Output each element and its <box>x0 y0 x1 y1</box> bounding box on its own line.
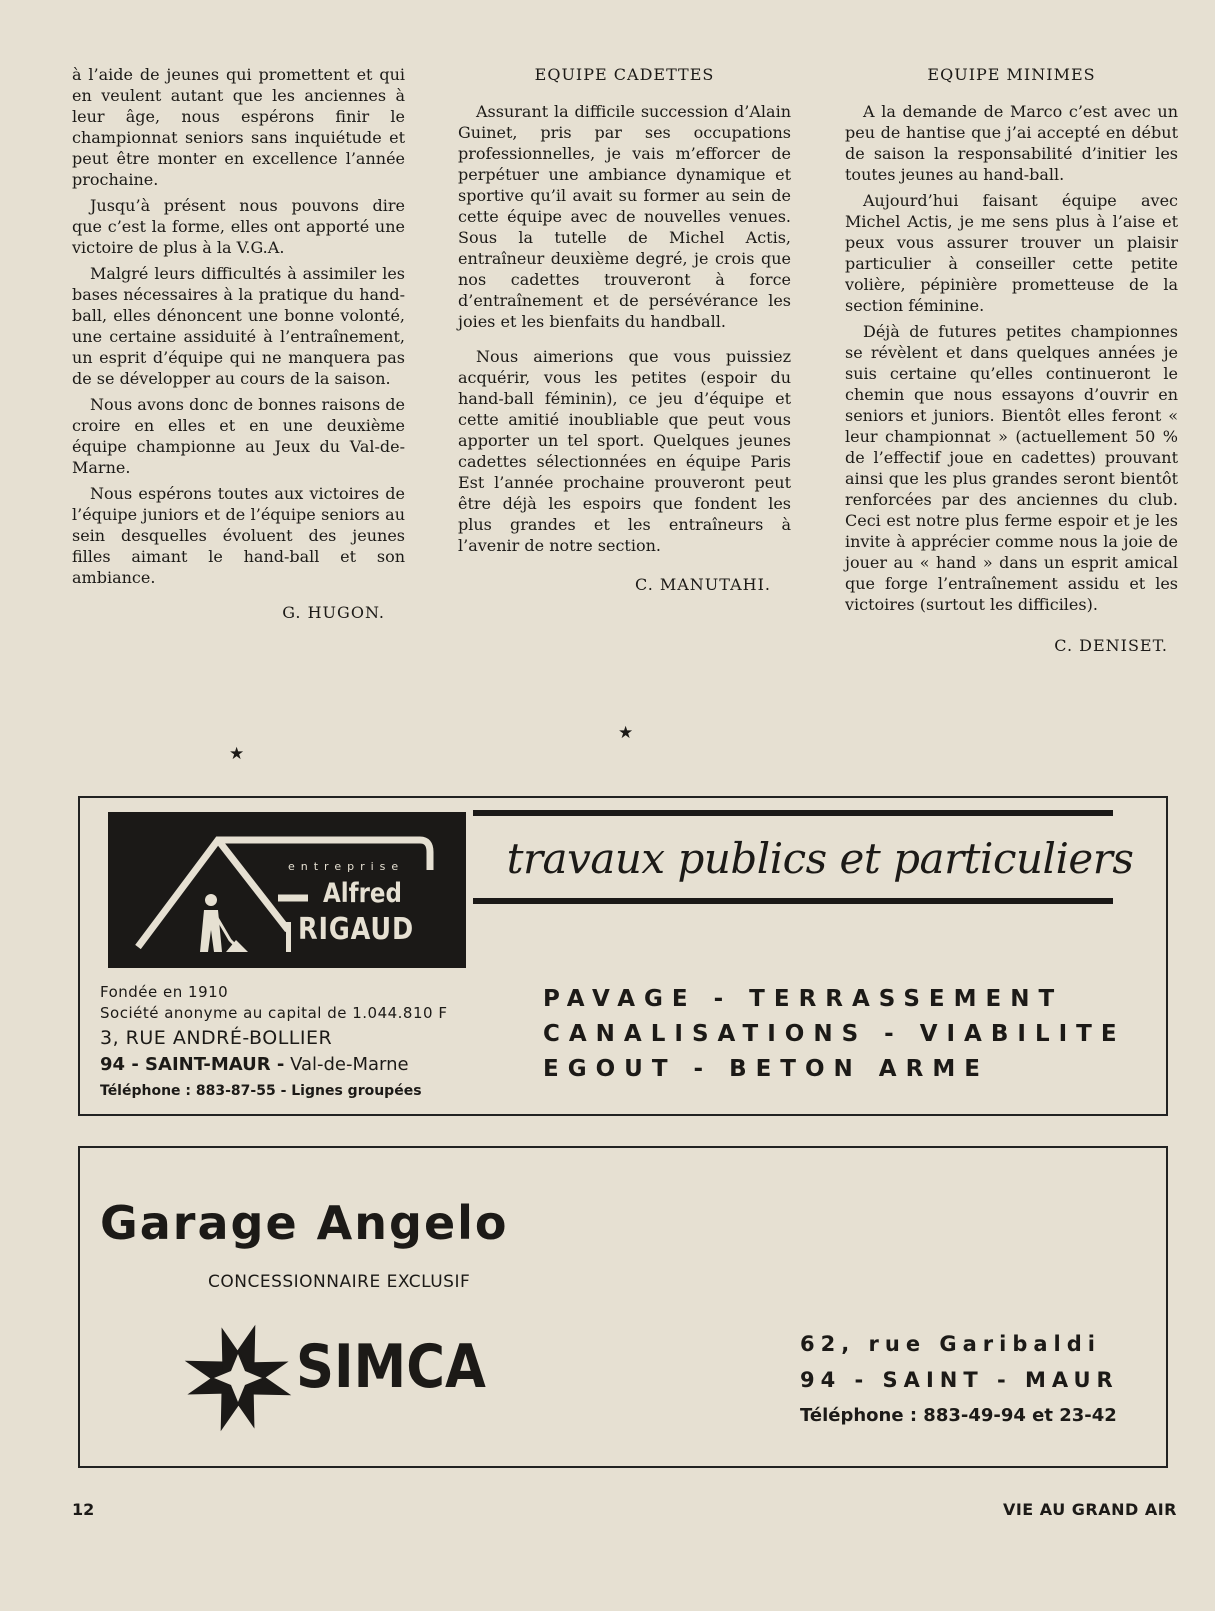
city-region: Val-de-Marne <box>290 1054 409 1075</box>
city-line <box>100 1052 447 1078</box>
logo-rigaud-text: RIGAUD <box>298 912 414 947</box>
phone-line: Téléphone : 883-87-55 - Lignes groupées <box>100 1083 422 1099</box>
founded-line: Fondée en 1910 <box>100 983 229 1001</box>
logo-entreprise-text: entreprise <box>288 860 405 873</box>
city-bold: 94 - SAINT-MAUR - <box>100 1054 285 1075</box>
advertisement-rigaud <box>78 796 1168 1116</box>
star-ornament: ★ <box>229 744 245 764</box>
tagline: travaux publics et particuliers <box>506 834 1134 883</box>
advertisement-garage-angelo <box>78 1146 1168 1468</box>
tagline-rule-top <box>473 810 1113 816</box>
article-column-2 <box>458 64 791 595</box>
paragraph: Nous aimerions que vous puissiez acquérir, vous les petites (espoir du hand-ball féminin), ce jeu d’équipe et cette amitié inoubliable que peut vous apporter un tel sport. Quelques jeunes cadettes sélectionnées en équipe Paris Est l’année prochaine prouveront peut être déjà les espoirs que fondent les plus grandes et les entraîneurs à l’avenir de notre section. <box>458 347 791 555</box>
paragraph: Nous avons donc de bonnes raisons de croire en elles et en une deuxième équipe championne au Jeux du Val-de-Marne. <box>72 395 405 477</box>
publication-name: VIE AU GRAND AIR <box>1002 1500 1177 1519</box>
paragraph: Assurant la difficile succession d’Alain Guinet, pris par ses occupations professionnelles, je vais m’efforcer de perpétuer une ambiance dynamique et sportive qu’il avait su former au sein de cette équipe avec de nouvelles venues. Sous la tutelle de Michel Actis, entraîneur deuxième degré, je crois que nos cadettes trouveront à force d’entraînement et de persévérance les joies et les bienfaits du handball. <box>458 102 791 331</box>
paragraph: Malgré leurs difficultés à assimiler les bases nécessaires à la pratique du hand-ball, elles dénoncent une bonne volonté, une certaine assiduité à l’entraînement, un esprit d’équipe qui ne manquera pas de se développer au cours de la saison. <box>72 264 405 388</box>
paragraph: à l’aide de jeunes qui promettent et qui en veulent autant que les anciennes à leur âge, nous espérons finir le championnat seniors sans inquiétude et peut être monter en excellence l’année prochaine. <box>72 65 405 189</box>
paragraph: Jusqu’à présent nous pouvons dire que c’est la forme, elles ont apporté une victoire de plus à la V.G.A. <box>72 196 405 257</box>
garage-street: 62, rue Garibaldi <box>800 1332 1101 1356</box>
garage-name: Garage Angelo <box>100 1196 509 1250</box>
simca-brand: SIMCA <box>296 1332 486 1402</box>
paragraph: Déjà de futures petites championnes se révèlent et dans quelques années je suis certaine qu’elles continueront le chemin que nous essayons d’ouvrir en seniors et juniors. Bientôt elles feront « leur championnat » (actuellement 50 % de l’effectif joue en cadettes) prouvant ainsi que les plus grandes seront bientôt renforcées par des anciennes du club. Ceci est notre plus ferme espoir et je les invite à apprécier comme nous la joie de jouer au « hand » dans un esprit amical que forge l’entraînement assidu et les victoires (surtout les difficiles). <box>845 322 1178 614</box>
star-ornament: ★ <box>618 723 634 743</box>
service-line: CANALISATIONS - VIABILITE <box>543 1021 1126 1047</box>
paragraph: A la demande de Marco c’est avec un peu de hantise que j’ai accepté en début de saison la responsabilité d’initier les toutes jeunes au hand-ball. <box>845 102 1178 184</box>
article-column-1 <box>72 64 405 623</box>
garage-address-block <box>800 1326 1119 1434</box>
signature: G. HUGON. <box>282 603 385 622</box>
paragraph: Aujourd’hui faisant équipe avec Michel Actis, je me sens plus à l’aise et peux vous assurer trouver un plaisir particulier à conseiller cette petite volière, pépinière prometteuse de la section féminine. <box>845 191 1178 315</box>
paragraph: Nous espérons toutes aux victoires de l’équipe juniors et de l’équipe seniors au sein desquelles évoluent des jeunes filles aimant le hand-ball et son ambiance. <box>72 484 405 587</box>
service-line: PAVAGE - TERRASSEMENT <box>543 986 1064 1012</box>
page-number: 12 <box>72 1500 95 1519</box>
section-heading: EQUIPE CADETTES <box>534 65 715 84</box>
garage-phone: Téléphone : 883-49-94 et 23-42 <box>800 1405 1117 1426</box>
logo-alfred-text: Alfred <box>323 878 402 909</box>
section-heading: EQUIPE MINIMES <box>927 65 1096 84</box>
garage-subtitle: CONCESSIONNAIRE EXCLUSIF <box>208 1272 471 1292</box>
article-column-3 <box>845 64 1178 656</box>
rigaud-logo <box>108 812 466 968</box>
tagline-rule-bottom <box>473 898 1113 904</box>
services-list <box>543 982 1126 1087</box>
signature: C. DENISET. <box>1054 636 1168 655</box>
rigaud-address-block <box>100 983 447 1104</box>
signature: C. MANUTAHI. <box>635 575 771 594</box>
garage-city: 94 - SAINT - MAUR <box>800 1368 1119 1392</box>
service-line: EGOUT - BETON ARME <box>543 1056 989 1082</box>
street-line: 3, RUE ANDRÉ-BOLLIER <box>100 1027 333 1049</box>
capital-line: Société anonyme au capital de 1.044.810 F <box>100 1004 448 1022</box>
simca-star-icon <box>180 1320 296 1436</box>
